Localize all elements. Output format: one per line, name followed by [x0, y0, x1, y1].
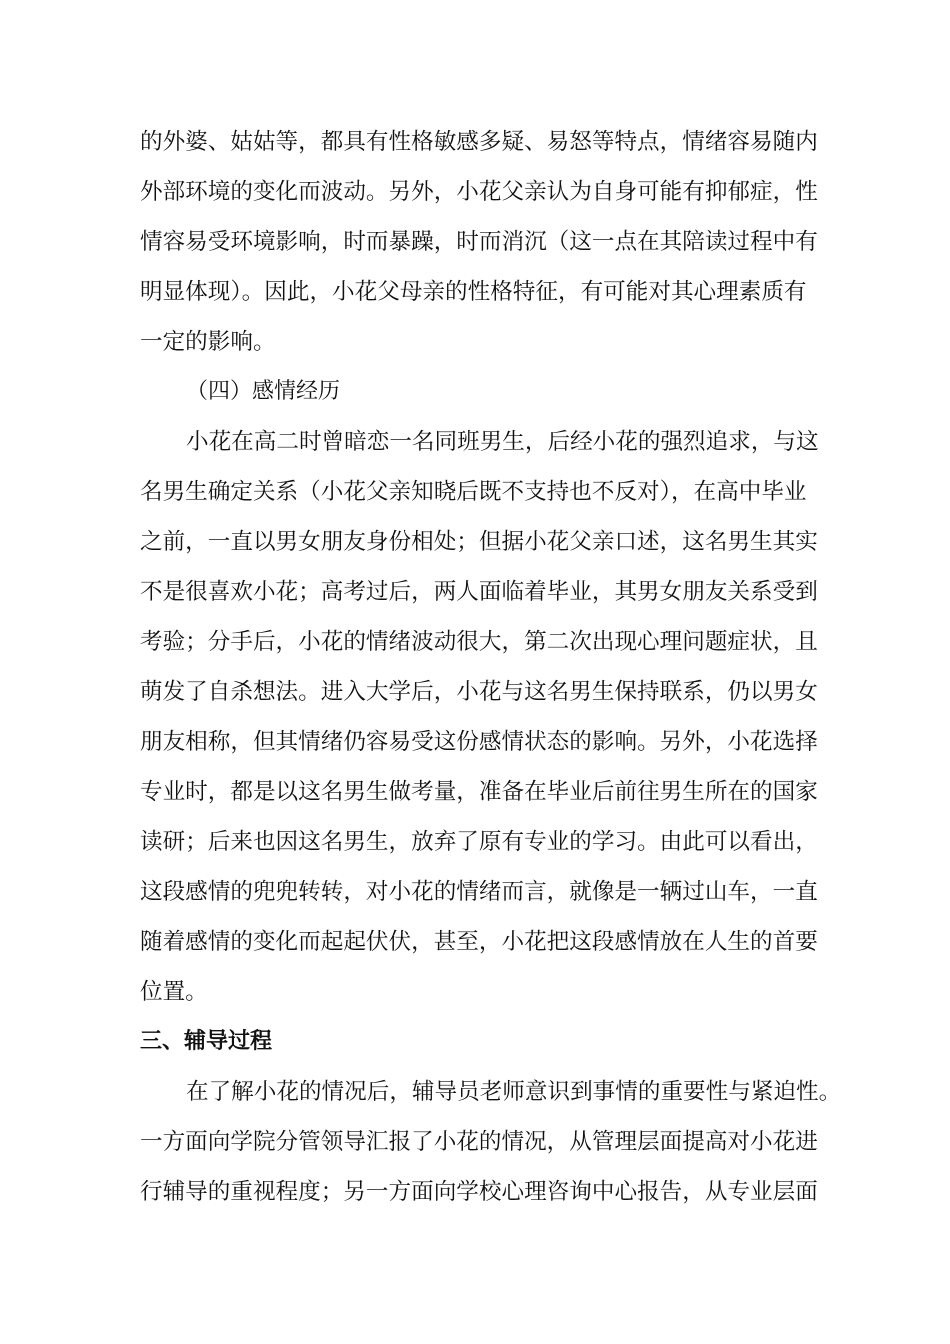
- paragraph-line: 行辅导的重视程度；另一方面向学校心理咨询中心报告，从专业层面: [140, 1179, 818, 1205]
- paragraph-line: 的外婆、姑姑等，都具有性格敏感多疑、易怒等特点，情绪容易随内: [140, 129, 818, 155]
- paragraph-line: 小花在高二时曾暗恋一名同班男生，后经小花的强烈追求，与这: [186, 429, 819, 455]
- paragraph-line: 情容易受环境影响，时而暴躁，时而消沉（这一点在其陪读过程中有: [140, 229, 818, 255]
- paragraph-line: 之前，一直以男女朋友身份相处；但据小花父亲口述，这名男生其实: [140, 529, 818, 555]
- paragraph-line: 一方面向学院分管领导汇报了小花的情况，从管理层面提高对小花进: [140, 1129, 818, 1155]
- paragraph-line: 随着感情的变化而起起伏伏，甚至，小花把这段感情放在人生的首要: [140, 929, 818, 955]
- paragraph-line: 一定的影响。: [140, 329, 276, 355]
- paragraph-line: 这段感情的兜兜转转，对小花的情绪而言，就像是一辆过山车，一直: [140, 879, 818, 905]
- paragraph-line: 名男生确定关系（小花父亲知晓后既不支持也不反对），在高中毕业: [140, 479, 807, 505]
- paragraph-line: 不是很喜欢小花；高考过后，两人面临着毕业，其男女朋友关系受到: [140, 579, 818, 605]
- paragraph-line: 读研；后来也因这名男生，放弃了原有专业的学习。由此可以看出，: [140, 829, 818, 855]
- section-subheading: （四）感情经历: [186, 379, 341, 404]
- paragraph-line: 明显体现）。因此，小花父母亲的性格特征，有可能对其心理素质有: [140, 279, 807, 305]
- section-heading: 三、辅导过程: [140, 1029, 273, 1054]
- paragraph-line: 朋友相称，但其情绪仍容易受这份感情状态的影响。另外，小花选择: [140, 729, 818, 755]
- paragraph-line: 在了解小花的情况后，辅导员老师意识到事情的重要性与紧迫性。: [186, 1079, 842, 1105]
- paragraph-line: 萌发了自杀想法。进入大学后，小花与这名男生保持联系，仍以男女: [140, 679, 818, 705]
- paragraph-line: 专业时，都是以这名男生做考量，准备在毕业后前往男生所在的国家: [140, 779, 818, 805]
- paragraph-line: 考验；分手后，小花的情绪波动很大，第二次出现心理问题症状，且: [140, 629, 818, 655]
- paragraph-line: 外部环境的变化而波动。另外，小花父亲认为自身可能有抑郁症，性: [140, 179, 818, 205]
- paragraph-line: 位置。: [140, 979, 208, 1005]
